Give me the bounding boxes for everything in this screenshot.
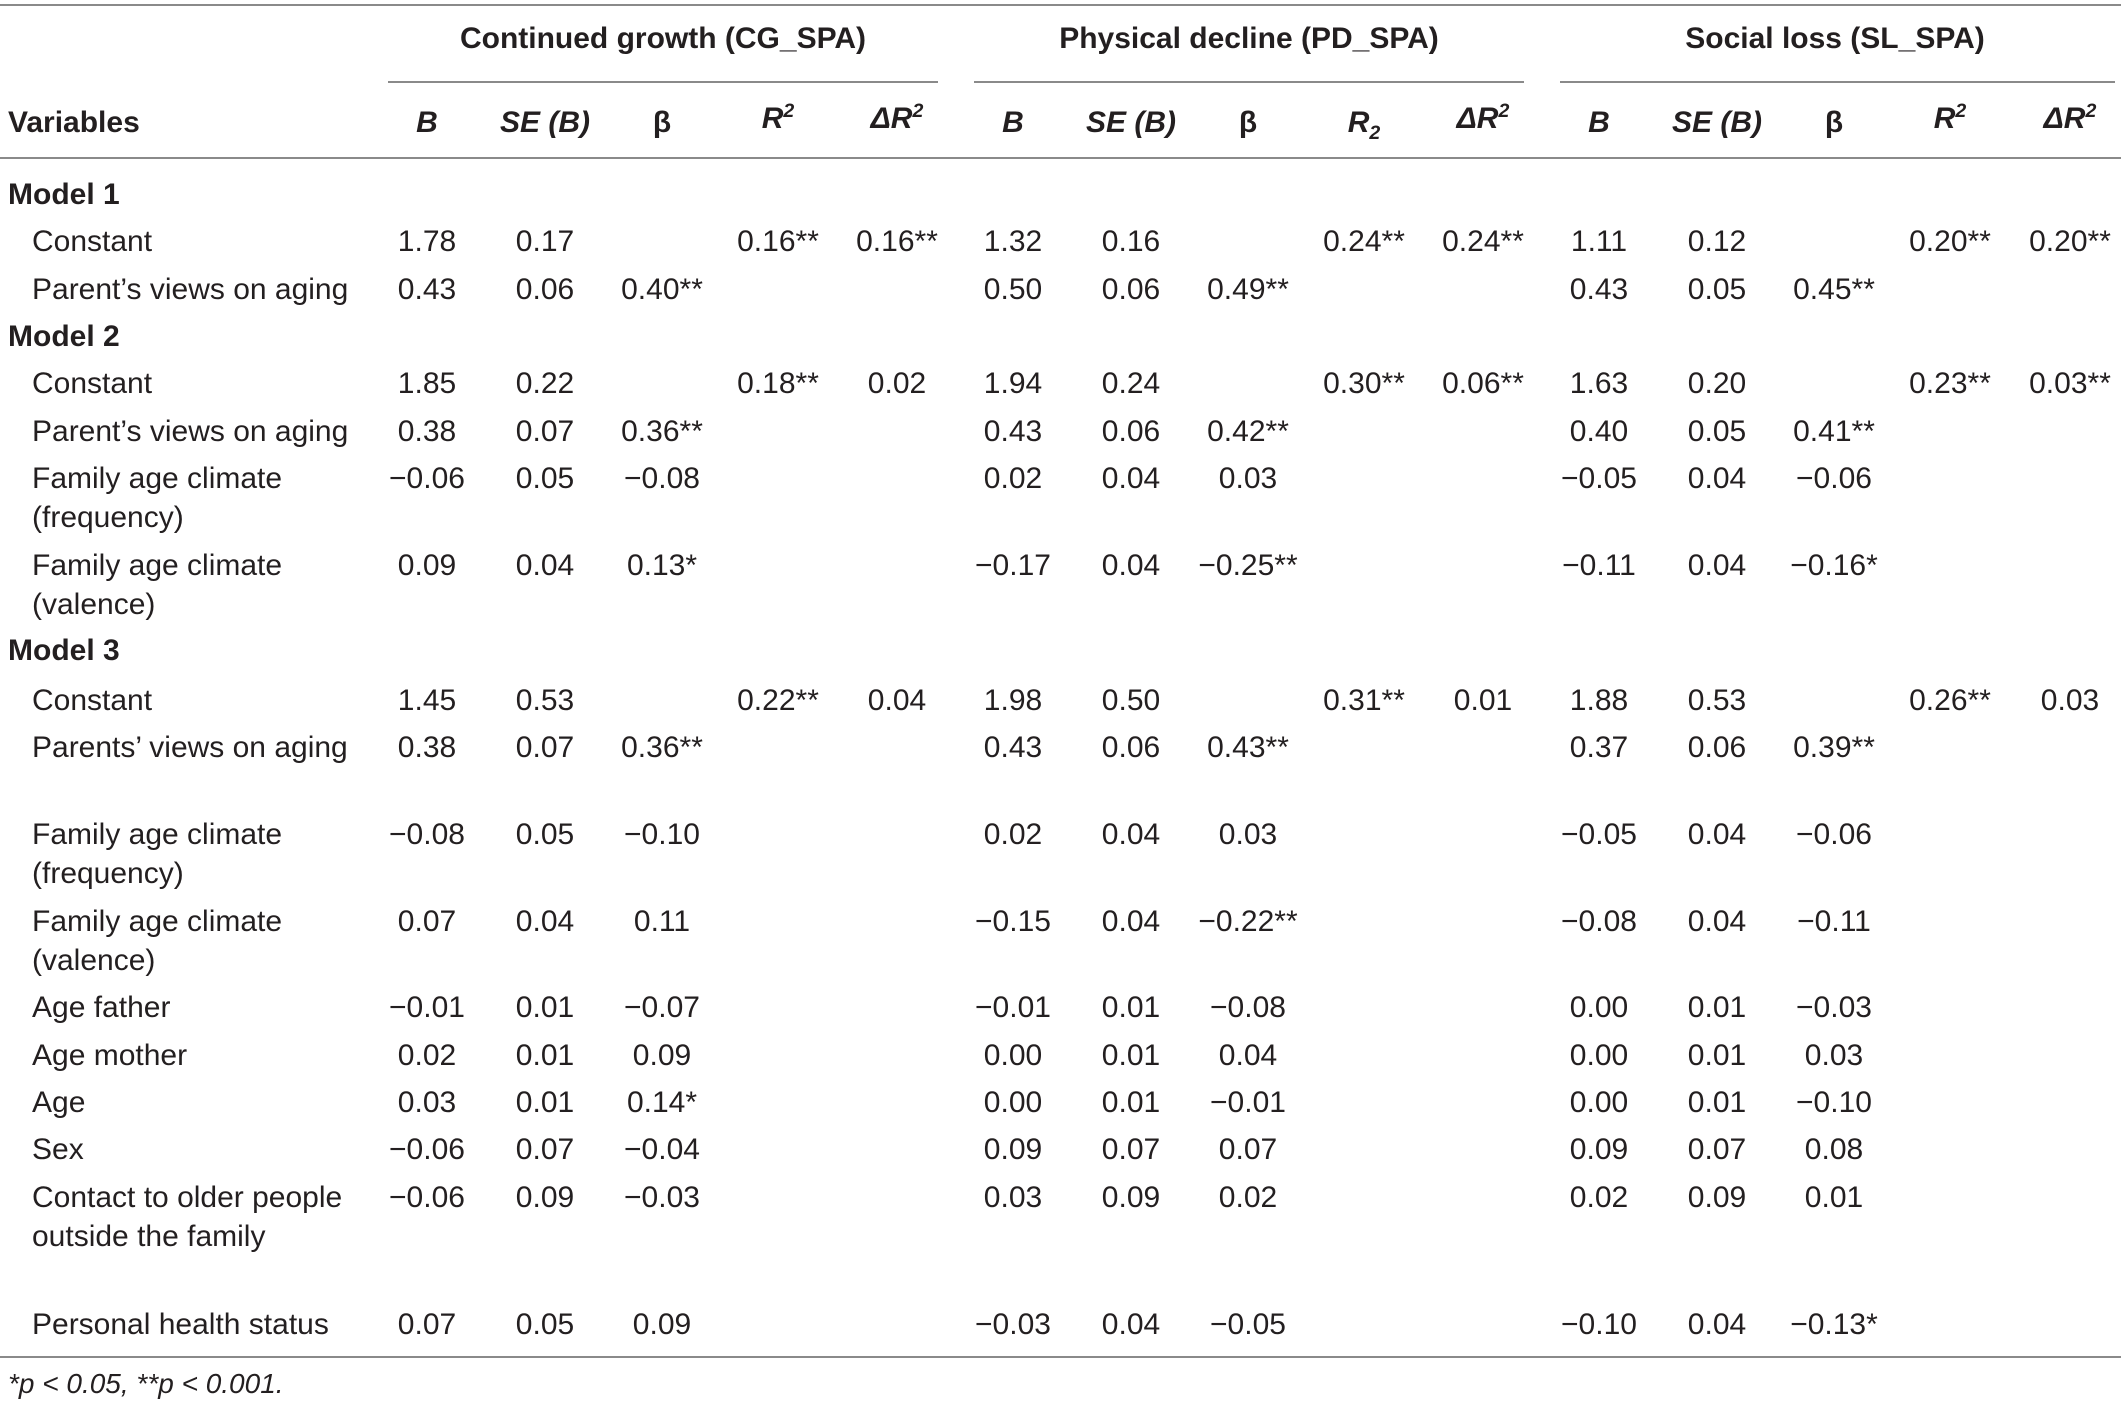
table-cell: 0.07 [397, 1308, 457, 1341]
table-cell: 0.06 [515, 273, 575, 306]
table-cell: −0.06 [1796, 462, 1872, 495]
table-cell: 0.16 [1101, 225, 1161, 258]
group-underline-pd [974, 81, 1524, 83]
table-cell: 1.98 [983, 684, 1043, 717]
table-cell: −0.10 [1561, 1308, 1637, 1341]
table-cell: 0.08 [1804, 1133, 1864, 1166]
table-cell: 1.11 [1570, 225, 1628, 258]
table-cell: 0.06 [1687, 731, 1747, 764]
table-footnote: *p < 0.05, **p < 0.001. [8, 1368, 284, 1399]
table-cell: −0.07 [624, 991, 700, 1024]
col-header-sl-delta-r2 [2024, 102, 2116, 136]
table-cell: 0.07 [515, 1133, 575, 1166]
col-header-variables: Variables [8, 106, 140, 139]
table-cell: 0.01 [1687, 1039, 1747, 1072]
table-cell: 0.03** [2029, 367, 2111, 400]
table-cell: 0.37 [1569, 731, 1629, 764]
table-cell: 0.09 [983, 1133, 1043, 1166]
table-cell: 1.85 [397, 367, 457, 400]
table-cell: 0.09 [632, 1039, 692, 1072]
table-cell: 0.04 [1101, 549, 1161, 582]
table-cell: 0.50 [1101, 684, 1161, 717]
col-header-sl-se: SE (B) [1672, 106, 1762, 139]
table-cell: 0.24 [1101, 367, 1161, 400]
table-cell: 0.04 [867, 684, 927, 717]
table-cell: 0.05 [1687, 415, 1747, 448]
table-cell: 0.00 [1569, 991, 1629, 1024]
col-header-sl-b: B [1588, 106, 1610, 139]
table-cell: 1.45 [397, 684, 457, 717]
table-cell: 0.22** [737, 684, 819, 717]
table-cell: 0.38 [397, 415, 457, 448]
table-cell: −0.22** [1198, 905, 1298, 938]
r-label: R [1347, 106, 1370, 139]
table-cell: −0.16* [1790, 549, 1878, 582]
col-header-sl-beta: β [1824, 106, 1844, 139]
table-cell: −0.03 [975, 1308, 1051, 1341]
table-cell: −0.08 [1210, 991, 1286, 1024]
table-cell: 0.39** [1793, 731, 1875, 764]
table-cell: −0.06 [389, 462, 465, 495]
table-cell: 0.03 [397, 1086, 457, 1119]
table-cell: 0.53 [1687, 684, 1747, 717]
table-cell: 0.01 [1453, 684, 1513, 717]
table-cell: 0.09 [1101, 1181, 1161, 1214]
table-cell: 0.49** [1207, 273, 1289, 306]
table-cell: 0.03 [1218, 462, 1278, 495]
table-cell: 0.01 [1687, 991, 1747, 1024]
table-cell: −0.10 [1796, 1086, 1872, 1119]
table-cell: 0.43 [397, 273, 457, 306]
table-cell: 0.50 [983, 273, 1043, 306]
table-cell: 0.04 [1687, 1308, 1747, 1341]
table-cell: 0.06 [1101, 273, 1161, 306]
table-cell: 0.20 [1687, 367, 1747, 400]
table-cell: 0.04 [1101, 1308, 1161, 1341]
table-cell: 1.78 [397, 225, 457, 258]
table-cell: 0.42** [1207, 415, 1289, 448]
model-heading-1: Model 1 [8, 178, 120, 211]
col-header-pd-beta: β [1238, 106, 1258, 139]
col-header-sl-r2 [1907, 102, 1993, 136]
header-bottom-rule [0, 157, 2121, 159]
table-cell: −0.01 [975, 991, 1051, 1024]
table-cell: −0.04 [624, 1133, 700, 1166]
table-top-rule [0, 4, 2121, 6]
table-cell: −0.11 [1797, 905, 1871, 938]
table-cell: 0.31** [1323, 684, 1405, 717]
delta-r-label: ΔR [1456, 102, 1499, 135]
col-header-pd-delta-r2 [1438, 102, 1528, 136]
superscript-2: 2 [912, 100, 924, 122]
table-cell: 0.07 [1687, 1133, 1747, 1166]
table-cell: 0.38 [397, 731, 457, 764]
table-cell: 0.09 [632, 1308, 692, 1341]
table-bottom-rule [0, 1356, 2121, 1358]
table-cell: 0.06** [1442, 367, 1524, 400]
row-label: Family age climate (valence) [32, 905, 283, 977]
table-cell: 0.14* [626, 1086, 698, 1119]
row-label: Parents’ views on aging [32, 731, 348, 764]
row-label: Sex [32, 1133, 84, 1166]
table-cell: −0.10 [624, 818, 700, 851]
table-cell: 0.53 [515, 684, 575, 717]
table-cell: 0.43** [1207, 731, 1289, 764]
table-cell: 0.04 [1101, 818, 1161, 851]
table-cell: −0.03 [1796, 991, 1872, 1024]
row-label: Constant [32, 684, 153, 717]
table-cell: 0.06 [1101, 731, 1161, 764]
col-header-cg-se: SE (B) [500, 106, 590, 139]
table-cell: 0.09 [1687, 1181, 1747, 1214]
model-heading-2: Model 2 [8, 320, 120, 353]
table-cell: 0.07 [515, 731, 575, 764]
row-label: Family age climate (valence) [32, 549, 283, 621]
table-cell: 0.11 [633, 905, 691, 938]
col-header-cg-beta: β [652, 106, 672, 139]
superscript-2: 2 [2085, 100, 2097, 122]
row-label: Family age climate (frequency) [32, 462, 283, 534]
table-cell: 0.04 [1687, 549, 1747, 582]
superscript-2: 2 [1955, 100, 1967, 122]
col-header-pd-se: SE (B) [1086, 106, 1176, 139]
group-header-continued-growth: Continued growth (CG_SPA) [459, 22, 867, 55]
table-cell: 0.13* [626, 549, 698, 582]
table-cell: 1.94 [983, 367, 1043, 400]
subscript-2: 2 [1369, 122, 1381, 144]
table-cell: 0.02 [983, 818, 1043, 851]
table-cell: 0.30** [1323, 367, 1405, 400]
table-cell: 0.22 [515, 367, 575, 400]
table-cell: 0.03 [2040, 684, 2100, 717]
table-cell: 0.26** [1909, 684, 1991, 717]
table-cell: −0.08 [1561, 905, 1637, 938]
table-cell: 0.05 [515, 1308, 575, 1341]
table-cell: −0.13* [1790, 1308, 1878, 1341]
table-cell: 0.20** [2029, 225, 2111, 258]
table-cell: 0.36** [621, 415, 703, 448]
table-cell: 0.09 [1569, 1133, 1629, 1166]
table-cell: −0.06 [389, 1181, 465, 1214]
r-label: R [1933, 102, 1956, 135]
table-cell: 0.07 [1101, 1133, 1161, 1166]
table-cell: 0.01 [515, 1086, 575, 1119]
table-cell: −0.25** [1198, 549, 1298, 582]
table-cell: −0.03 [624, 1181, 700, 1214]
table-cell: 0.04 [1101, 905, 1161, 938]
table-cell: 0.01 [1687, 1086, 1747, 1119]
table-cell: 1.88 [1569, 684, 1629, 717]
table-cell: 0.01 [1101, 1039, 1161, 1072]
table-cell: 0.09 [397, 549, 457, 582]
table-cell: 0.43 [1569, 273, 1629, 306]
table-cell: −0.06 [1796, 818, 1872, 851]
table-cell: 0.03 [983, 1181, 1043, 1214]
table-cell: 0.43 [983, 731, 1043, 764]
table-cell: 0.04 [515, 905, 575, 938]
row-label: Constant [32, 367, 153, 400]
table-cell: −0.05 [1210, 1308, 1286, 1341]
table-cell: 0.24** [1442, 225, 1524, 258]
table-cell: 0.20** [1909, 225, 1991, 258]
table-cell: 0.01 [1804, 1181, 1864, 1214]
row-label: Constant [32, 225, 153, 258]
table-cell: 0.05 [515, 818, 575, 851]
table-cell: 0.01 [515, 1039, 575, 1072]
table-cell: 0.16** [737, 225, 819, 258]
table-cell: −0.11 [1562, 549, 1636, 582]
col-header-pd-r2 [1321, 106, 1407, 144]
table-cell: 1.63 [1569, 367, 1629, 400]
table-cell: 0.02 [1218, 1181, 1278, 1214]
table-cell: 0.04 [1687, 905, 1747, 938]
table-cell: 0.45** [1793, 273, 1875, 306]
superscript-2: 2 [1498, 100, 1510, 122]
table-cell: 0.02 [867, 367, 927, 400]
col-header-cg-r2 [735, 102, 821, 136]
table-cell: 0.04 [1218, 1039, 1278, 1072]
col-header-pd-b: B [1002, 106, 1024, 139]
col-header-cg-b: B [416, 106, 438, 139]
row-label: Age mother [32, 1039, 188, 1072]
table-cell: 1.32 [983, 225, 1043, 258]
row-label: Family age climate (frequency) [32, 818, 283, 890]
model-heading-3: Model 3 [8, 634, 120, 667]
table-cell: 0.00 [1569, 1086, 1629, 1119]
table-cell: 0.18** [737, 367, 819, 400]
delta-r-label: ΔR [2043, 102, 2086, 135]
table-cell: −0.06 [389, 1133, 465, 1166]
table-cell: −0.08 [624, 462, 700, 495]
table-cell: 0.12 [1687, 225, 1747, 258]
table-cell: 0.02 [1569, 1181, 1629, 1214]
table-cell: 0.00 [983, 1086, 1043, 1119]
table-cell: 0.03 [1804, 1039, 1864, 1072]
table-cell: 0.23** [1909, 367, 1991, 400]
table-cell: 0.16** [856, 225, 938, 258]
superscript-2: 2 [783, 100, 795, 122]
table-cell: −0.05 [1561, 818, 1637, 851]
table-cell: 0.24** [1323, 225, 1405, 258]
table-cell: 0.03 [1218, 818, 1278, 851]
table-cell: 0.02 [397, 1039, 457, 1072]
table-cell: 0.05 [1687, 273, 1747, 306]
col-header-cg-delta-r2 [852, 102, 942, 136]
table-cell: 0.17 [515, 225, 575, 258]
table-cell: 0.09 [515, 1181, 575, 1214]
table-cell: −0.17 [975, 549, 1051, 582]
table-cell: 0.04 [1101, 462, 1161, 495]
table-cell: −0.01 [1210, 1086, 1286, 1119]
table-cell: 0.02 [983, 462, 1043, 495]
group-underline-cg [388, 81, 938, 83]
table-cell: 0.07 [397, 905, 457, 938]
table-cell: 0.43 [983, 415, 1043, 448]
table-cell: 0.41** [1793, 415, 1875, 448]
table-cell: 0.01 [1101, 1086, 1161, 1119]
table-cell: 0.00 [983, 1039, 1043, 1072]
row-label: Parent’s views on aging [32, 273, 349, 306]
table-cell: 0.05 [515, 462, 575, 495]
delta-r-label: ΔR [870, 102, 913, 135]
table-cell: −0.05 [1561, 462, 1637, 495]
table-cell: 0.04 [1687, 462, 1747, 495]
table-cell: 0.07 [1218, 1133, 1278, 1166]
group-header-physical-decline: Physical decline (PD_SPA) [1059, 22, 1439, 55]
group-header-social-loss: Social loss (SL_SPA) [1685, 22, 1985, 55]
group-underline-sl [1560, 81, 2115, 83]
table-cell: 0.07 [515, 415, 575, 448]
row-label: Age father [32, 991, 171, 1024]
row-label: Contact to older people outside the family [32, 1181, 343, 1253]
table-cell: 0.01 [1101, 991, 1161, 1024]
table-cell: 0.04 [1687, 818, 1747, 851]
row-label: Parent’s views on aging [32, 415, 349, 448]
table-cell: 0.40** [621, 273, 703, 306]
table-cell: 0.04 [515, 549, 575, 582]
row-label: Personal health status [32, 1308, 329, 1341]
table-cell: 0.40 [1569, 415, 1629, 448]
table-cell: −0.08 [389, 818, 465, 851]
table-cell: 0.00 [1569, 1039, 1629, 1072]
table-cell: −0.01 [389, 991, 465, 1024]
table-cell: −0.15 [975, 905, 1051, 938]
table-cell: 0.01 [515, 991, 575, 1024]
table-cell: 0.36** [621, 731, 703, 764]
row-label: Age [32, 1086, 86, 1119]
table-cell: 0.06 [1101, 415, 1161, 448]
r-label: R [761, 102, 784, 135]
